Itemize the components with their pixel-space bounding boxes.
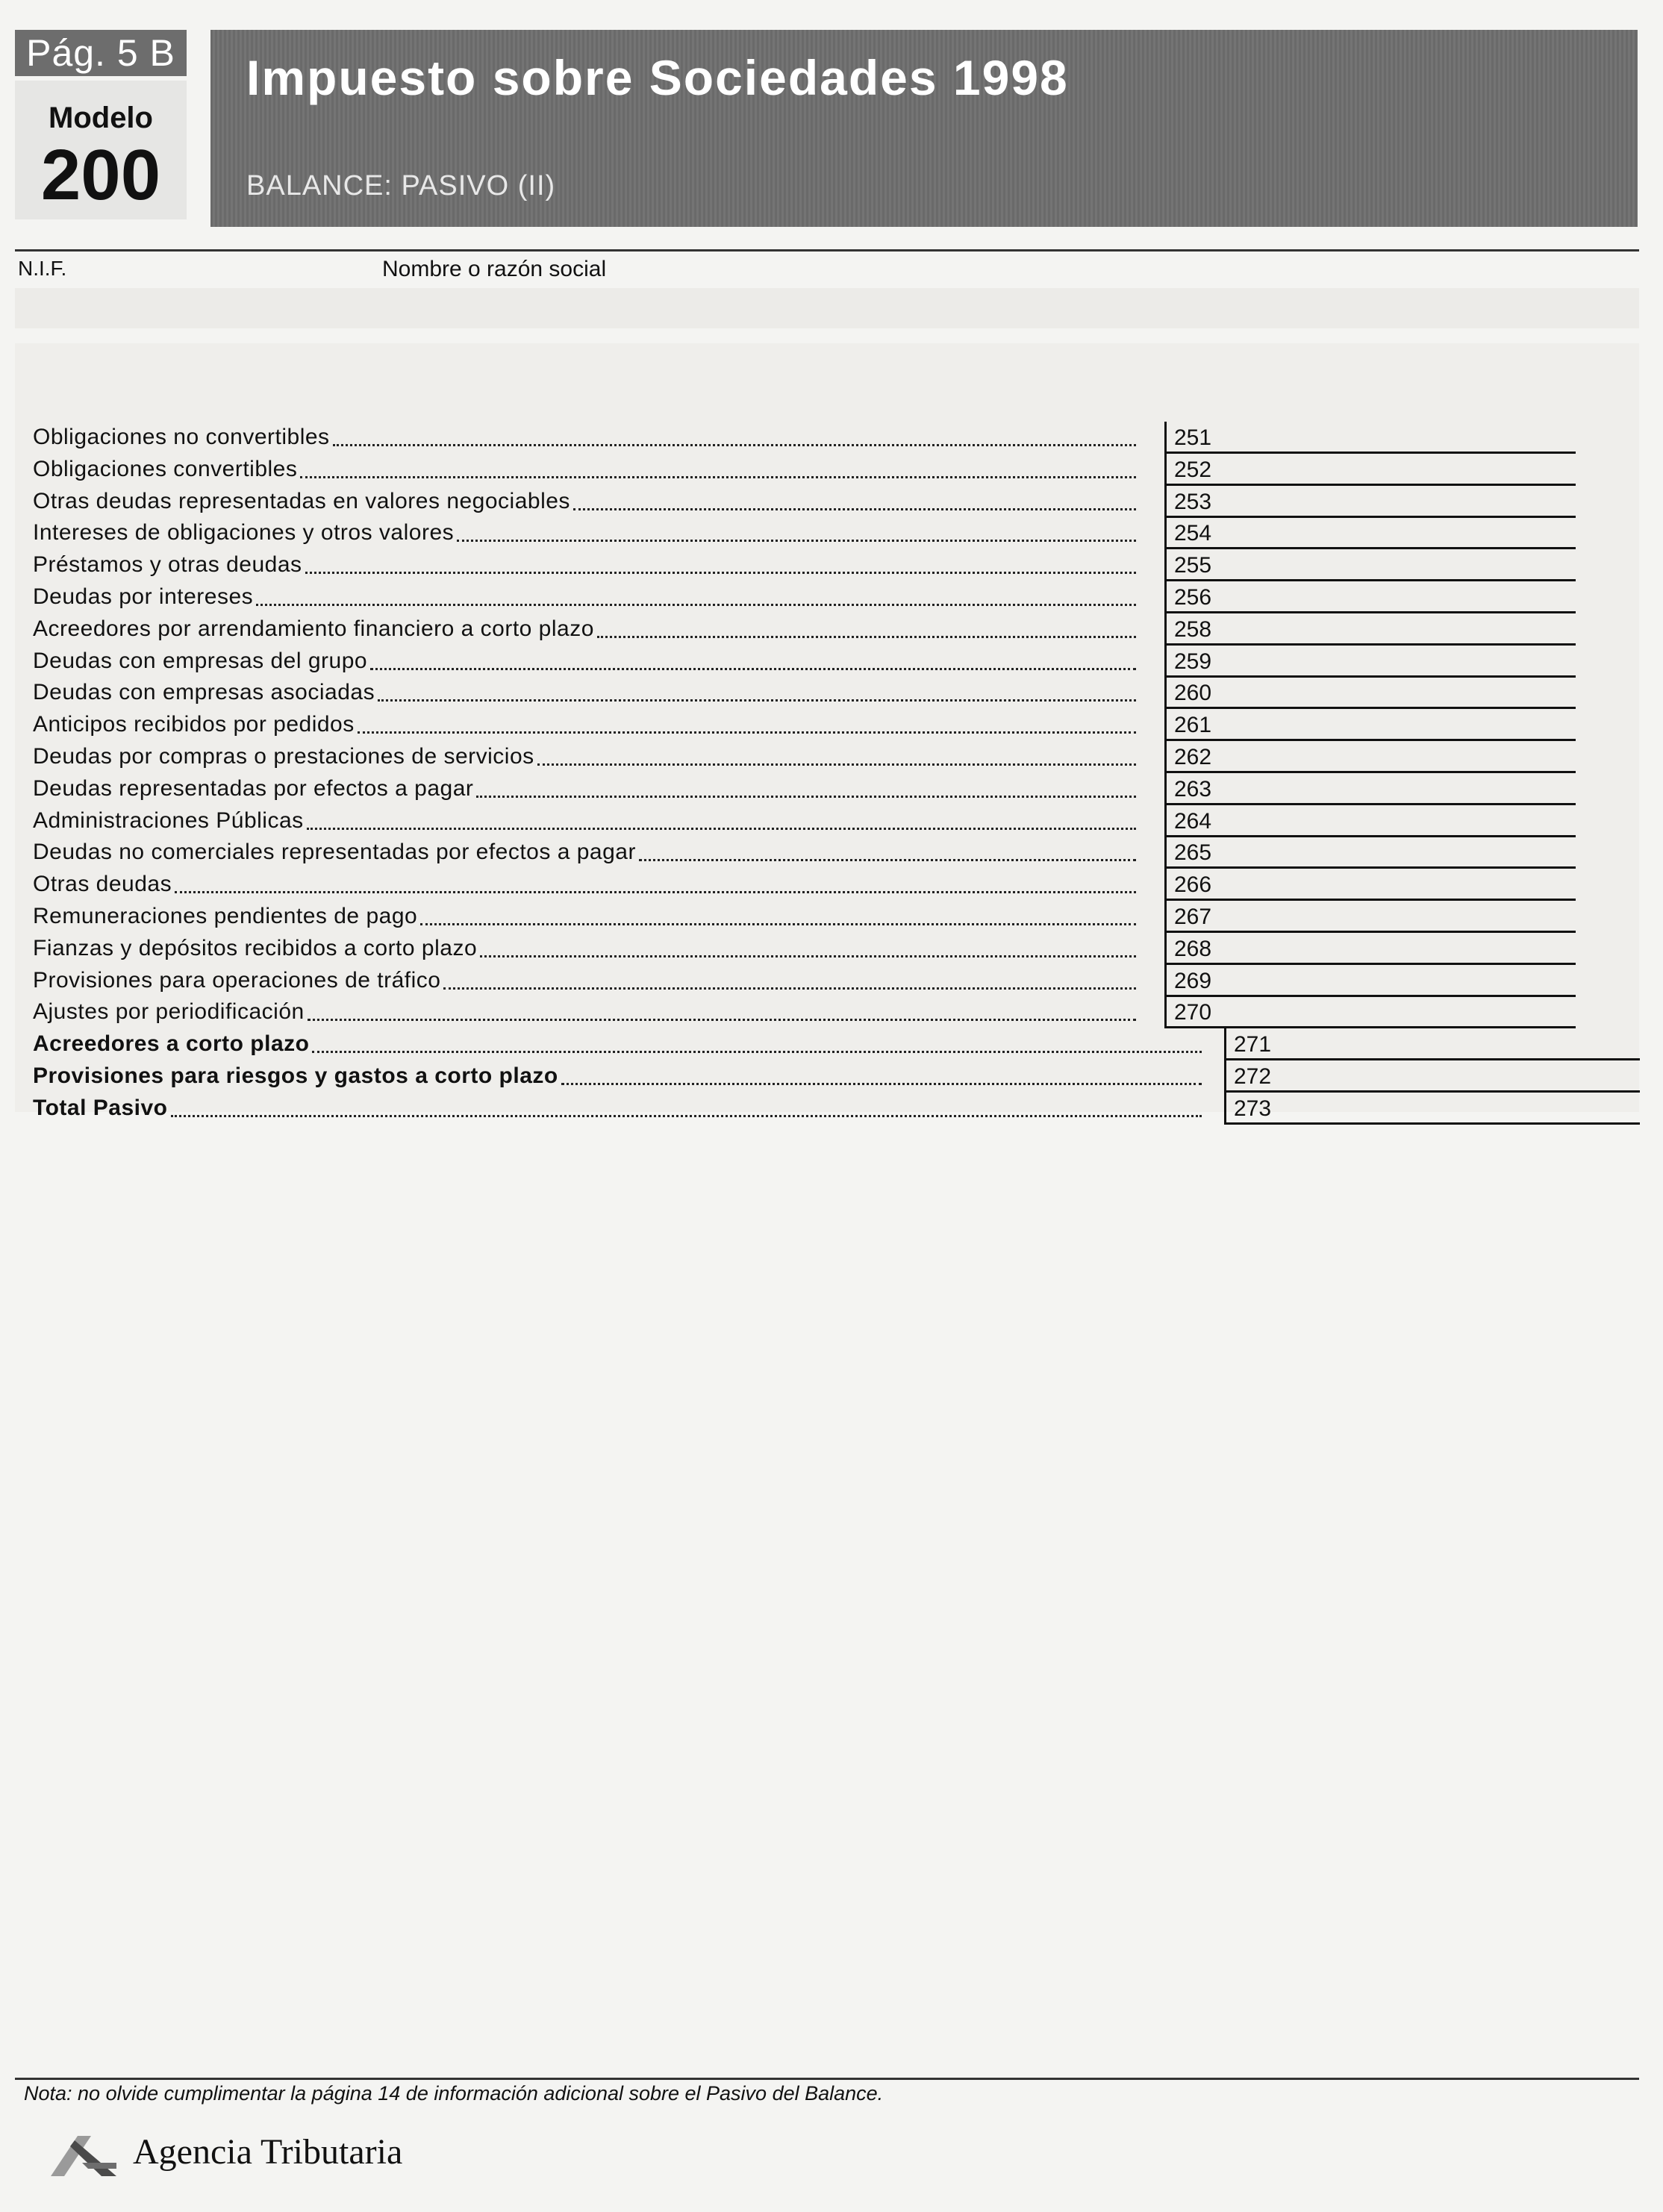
box-code: 253 — [1174, 489, 1212, 514]
liability-label: Deudas no comerciales representadas por efectos a pagar — [33, 840, 636, 865]
leader-dots — [378, 699, 1136, 702]
amount-field-258[interactable] — [1164, 613, 1576, 646]
liability-label: Deudas con empresas del grupo — [33, 648, 368, 673]
liability-label: Remuneraciones pendientes de pago — [33, 904, 418, 928]
box-code: 258 — [1174, 616, 1212, 642]
liability-label: Otras deudas — [33, 872, 172, 897]
amount-field-259[interactable] — [1164, 646, 1576, 678]
leader-dots — [256, 604, 1136, 606]
form-title: Impuesto sobre Sociedades 1998 — [246, 50, 1069, 105]
box-code: 262 — [1174, 745, 1212, 769]
leader-dots — [312, 1051, 1202, 1053]
box-code: 252 — [1174, 457, 1212, 482]
box-code: 268 — [1174, 936, 1212, 961]
box-code: 264 — [1174, 808, 1212, 834]
amount-field-268[interactable] — [1164, 933, 1576, 965]
amount-field-256[interactable] — [1164, 581, 1576, 613]
leader-dots — [457, 540, 1136, 542]
amount-field-254[interactable] — [1164, 517, 1576, 549]
amount-field-269[interactable] — [1164, 965, 1576, 997]
box-code: 272 — [1234, 1064, 1272, 1089]
box-code: 273 — [1234, 1096, 1272, 1121]
divider-top — [15, 249, 1639, 251]
amount-field-271[interactable] — [1224, 1028, 1640, 1060]
amount-field-253[interactable] — [1164, 486, 1576, 518]
liability-label: Deudas representadas por efectos a pagar — [33, 775, 474, 801]
identification-field[interactable] — [15, 288, 1639, 328]
leader-dots — [307, 828, 1136, 830]
amount-field-266[interactable] — [1164, 869, 1576, 901]
liability-label: Acreedores por arrendamiento financiero a corto plazo — [33, 616, 594, 641]
amount-field-261[interactable] — [1164, 709, 1576, 741]
leader-dots — [300, 476, 1136, 478]
leader-dots — [573, 508, 1136, 510]
total-label: Acreedores a corto plazo — [33, 1031, 310, 1057]
leader-dots — [333, 444, 1136, 446]
leader-dots — [597, 636, 1136, 638]
liability-label: Otras deudas representadas en valores negociables — [33, 488, 570, 513]
box-code: 263 — [1174, 776, 1212, 802]
amount-field-252[interactable] — [1164, 454, 1576, 486]
liability-label: Anticipos recibidos por pedidos — [33, 712, 355, 737]
model-number: 200 — [40, 135, 161, 215]
amount-field-263[interactable] — [1164, 773, 1576, 805]
box-code: 267 — [1174, 905, 1212, 929]
form-subtitle: BALANCE: PASIVO (II) — [246, 170, 556, 201]
total-label: Provisiones para riesgos y gastos a corto plazo — [33, 1063, 558, 1088]
amount-field-262[interactable] — [1164, 741, 1576, 773]
amount-field-273[interactable] — [1224, 1093, 1640, 1125]
liability-label: Fianzas y depósitos recibidos a corto plazo — [33, 935, 478, 960]
liability-label: Deudas con empresas asociadas — [33, 680, 375, 705]
leader-dots — [537, 763, 1136, 766]
leader-dots — [305, 572, 1136, 574]
name-label: Nombre o razón social — [382, 257, 607, 281]
total-label: Total Pasivo — [33, 1095, 168, 1120]
liability-label: Obligaciones convertibles — [33, 456, 298, 481]
liability-label: Deudas por intereses — [33, 584, 254, 609]
divider-bottom — [15, 2078, 1639, 2080]
page-number-badge: Pág. 5 B — [15, 30, 187, 76]
liability-label: Ajustes por periodificación — [33, 999, 305, 1025]
box-code: 251 — [1174, 425, 1212, 450]
leader-dots — [358, 731, 1136, 734]
liability-label: Obligaciones no convertibles — [33, 425, 330, 449]
box-code: 266 — [1174, 872, 1212, 898]
leader-dots — [476, 796, 1136, 798]
box-code: 256 — [1174, 585, 1212, 610]
liability-label: Préstamos y otras deudas — [33, 552, 302, 578]
model-box — [15, 81, 187, 219]
amount-field-272[interactable] — [1224, 1060, 1640, 1093]
box-code: 259 — [1174, 649, 1212, 674]
leader-dots — [639, 859, 1136, 861]
amount-field-267[interactable] — [1164, 901, 1576, 933]
leader-dots — [370, 668, 1136, 670]
leader-dots — [561, 1083, 1202, 1085]
box-code: 260 — [1174, 681, 1212, 706]
leader-dots — [443, 987, 1136, 990]
amount-field-255[interactable] — [1164, 549, 1576, 581]
agency-logo-icon — [48, 2133, 119, 2178]
box-code: 269 — [1174, 968, 1212, 993]
box-code: 254 — [1174, 521, 1212, 546]
box-code: 265 — [1174, 840, 1212, 866]
amount-field-251[interactable] — [1164, 422, 1576, 454]
box-code: 270 — [1174, 1000, 1212, 1025]
liability-label: Deudas por compras o prestaciones de servicios — [33, 744, 534, 769]
leader-dots — [308, 1019, 1136, 1021]
nif-label: N.I.F. — [18, 257, 67, 280]
liability-label: Administraciones Públicas — [33, 807, 304, 833]
footer-note: Nota: no olvide cumplimentar la página 14 de información adicional sobre el Pasivo del Balance. — [24, 2082, 884, 2105]
box-code: 271 — [1234, 1032, 1272, 1057]
liability-label: Provisiones para operaciones de tráfico — [33, 967, 441, 993]
box-code: 261 — [1174, 713, 1212, 738]
leader-dots — [175, 891, 1136, 893]
box-code: 255 — [1174, 553, 1212, 578]
amount-field-264[interactable] — [1164, 805, 1576, 837]
amount-field-260[interactable] — [1164, 677, 1576, 709]
leader-dots — [171, 1115, 1202, 1117]
agency-name: Agencia Tributaria — [133, 2132, 403, 2172]
amount-field-265[interactable] — [1164, 837, 1576, 869]
liability-label: Intereses de obligaciones y otros valores — [33, 520, 455, 546]
model-label: Modelo — [49, 101, 153, 134]
leader-dots — [420, 923, 1136, 925]
leader-dots — [480, 955, 1136, 957]
amount-field-270[interactable] — [1164, 996, 1576, 1028]
